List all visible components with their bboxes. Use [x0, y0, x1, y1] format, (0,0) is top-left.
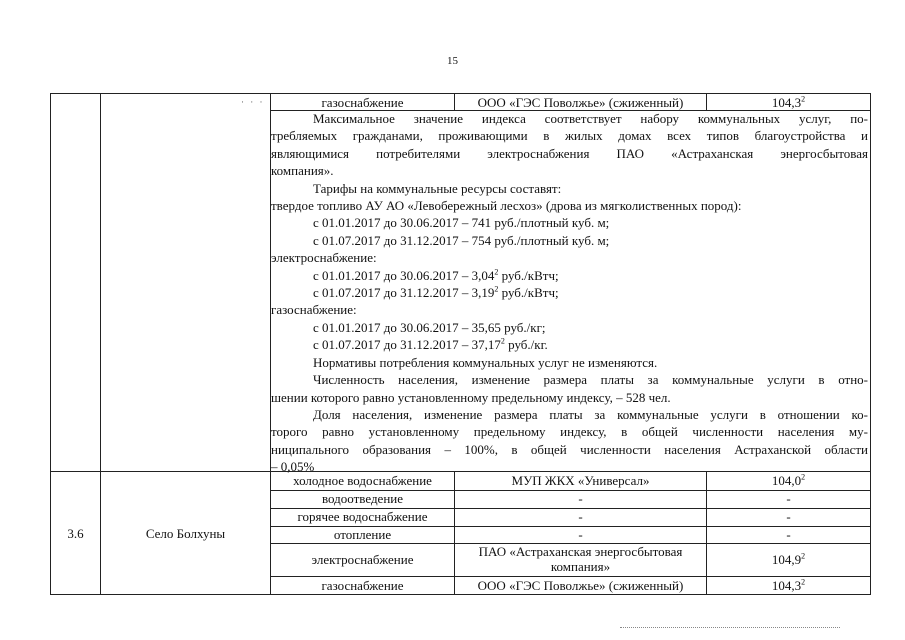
provider-cell: ООО «ГЭС Поволжье» (сжиженный)	[477, 578, 684, 593]
index-cell: 104,3$^2$	[771, 577, 806, 593]
top-row-service: газоснабжение	[321, 95, 404, 110]
service-cell: газоснабжение	[321, 578, 404, 593]
index-cell: 104,9$^2$	[771, 551, 806, 567]
text-line: Доля населения, изменение размера платы за коммунальные услуги в отношении ко-	[313, 406, 868, 422]
scan-dots	[620, 627, 840, 628]
scan-artifact: · · ·	[241, 97, 265, 107]
text-line: Тарифы на коммунальные ресурсы составят:	[313, 180, 562, 196]
page-number: 15	[447, 55, 458, 67]
index-cell: -	[786, 527, 791, 542]
service-cell: электроснабжение	[311, 552, 414, 567]
service-cell: водоотведение	[321, 491, 404, 506]
text-line: компания».	[271, 163, 334, 179]
provider-cell: МУП ЖКХ «Универсал»	[511, 473, 650, 488]
text-line: с 01.07.2017 до 31.12.2017 – 37,17$^2$ руб./кг.	[313, 336, 548, 353]
tariff-table	[50, 93, 871, 595]
description-text	[271, 110, 868, 476]
top-row-index: 104,3$^2$	[771, 94, 806, 110]
service-cell: горячее водоснабжение	[297, 509, 428, 524]
text-line: шении которого равно установленному предельному индексу, – 528 чел.	[271, 389, 671, 405]
section-name: Село Болхуны	[145, 526, 226, 541]
text-line: с 01.07.2017 до 31.12.2017 – 754 руб./плотный куб. м;	[313, 232, 610, 248]
text-line: Численность населения, изменение размера платы за коммунальные услуги в отно-	[313, 372, 868, 388]
col-divider-1	[100, 94, 101, 594]
index-cell: -	[786, 509, 791, 524]
text-line: требляемых гражданами, проживающими в жилых домах всех типов благоустройства и	[271, 128, 868, 144]
text-line: с 01.01.2017 до 30.06.2017 – 3,04$^2$ руб./кВтч;	[313, 267, 559, 283]
text-line: Максимальное значение индекса соответствует набору коммунальных услуг, по-	[313, 111, 868, 126]
provider-cell: -	[578, 527, 583, 542]
service-cell: отопление	[333, 527, 392, 542]
text-line: с 01.01.2017 до 30.06.2017 – 741 руб./плотный куб. м;	[313, 215, 610, 231]
provider-cell: -	[578, 491, 583, 506]
text-line: Нормативы потребления коммунальных услуг не изменяются.	[313, 354, 658, 370]
top-row-provider: ООО «ГЭС Поволжье» (сжиженный)	[477, 95, 684, 110]
index-cell: 104,0$^2$	[771, 472, 806, 488]
text-line: – 0,05%	[271, 459, 315, 475]
text-line: ниципального образования – 100%, в общей численности населения Астраханской области	[271, 441, 868, 457]
section-number: 3.6	[67, 526, 84, 541]
text-line: с 01.07.2017 до 31.12.2017 – 3,19$^2$ руб./кВтч;	[313, 284, 559, 301]
service-cell: холодное водоснабжение	[293, 473, 432, 488]
text-line: торого равно установленному предельному индексу, в общей численности населения му-	[271, 424, 868, 440]
provider-cell: -	[578, 509, 583, 524]
text-line: с 01.01.2017 до 30.06.2017 – 35,65 руб./кг;	[313, 319, 546, 335]
row-divider	[270, 576, 870, 577]
provider-cell: ПАО «Астраханская энергосбытовая компания»	[478, 544, 683, 574]
text-line: газоснабжение:	[271, 302, 357, 318]
index-cell: -	[786, 491, 791, 506]
text-line: являющимися потребителями электроснабжения ПАО «Астраханская энергосбытовая	[271, 145, 868, 161]
text-line: электроснабжение:	[271, 250, 377, 266]
text-line: твердое топливо АУ АО «Левобережный лесхоз» (дрова из мягколиственных пород):	[271, 198, 742, 214]
